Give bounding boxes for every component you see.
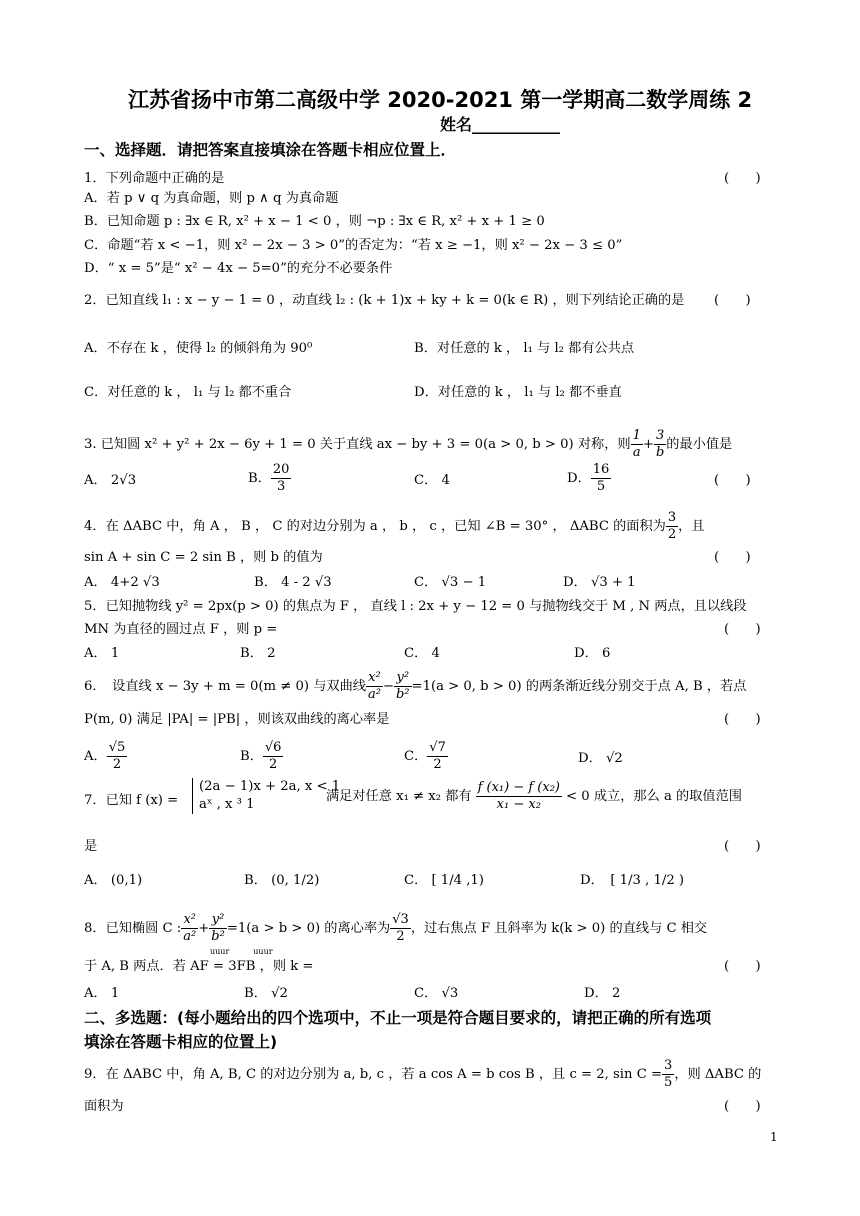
q5-option-d: D． 6 bbox=[574, 646, 611, 661]
q7-condition-row: 满足对任意 x₁ ≠ x₂ 都有 $\frac{\text{f (x₁) − f (x₂)}}{\text{x₁ − x₂}}$ < 0 成立，那么 a 的取值范围 bbox=[326, 780, 742, 812]
q8-ellipse-y-term: $\frac{\text{y²}}{\text{b²}}$ bbox=[211, 912, 225, 944]
name-field-label: 姓名___________ bbox=[440, 115, 561, 134]
q4-option-a: A． 4+2 √3 bbox=[84, 575, 160, 590]
q5-option-c: C． 4 bbox=[404, 646, 440, 661]
q6-answer-bracket: ( ) bbox=[724, 712, 761, 727]
q6-option-b: B． $\frac{√6}{2}$ bbox=[240, 740, 282, 772]
q4-option-b: B． 4 - 2 √3 bbox=[254, 575, 332, 590]
q3-option-b: B． $\frac{20}{3}$ bbox=[248, 462, 290, 494]
q1-option-a: A．若 p ∨ q 为真命题，则 p ∧ q 为真命题 bbox=[84, 191, 339, 206]
q3-stem: 3. 已知圆 x² + y² + 2x − 6y + 1 = 0 关于直线 ax − by + 3 = 0(a > 0, b > 0) 对称，则 bbox=[84, 436, 631, 452]
q3-answer-bracket: ( ) bbox=[714, 473, 751, 488]
q7-case-1: (2a − 1)x + 2a, x < 1 bbox=[199, 779, 341, 794]
q8-line2: 于 A, B 两点．若 AF = 3FB ，则 k = bbox=[84, 959, 314, 974]
q2-option-c: C．对任意的 k ， l₁ 与 l₂ 都不重合 bbox=[84, 385, 292, 400]
q2-option-b: B．对任意的 k ， l₁ 与 l₂ 都有公共点 bbox=[414, 341, 635, 356]
q7-option-c: C． [ 1/4 ,1) bbox=[404, 873, 484, 888]
q9-line2: 面积为 bbox=[84, 1099, 124, 1114]
q4-line2: sin A + sin C = 2 sin B ，则 b 的值为 bbox=[84, 550, 323, 565]
q9-stem-row: 9．在 ΔABC 中，角 A, B, C 的对边分别为 a, b, c ，若 a cos A = b cos B ，且 c = 2, sin C = $\frac{3}{5}$ ，则 ΔABC 的 bbox=[84, 1058, 762, 1090]
page-title: 江苏省扬中市第二高级中学 2020-2021 第一学期高二数学周练 2 bbox=[128, 88, 753, 112]
q4-stem-row: 4．在 ΔABC 中，角 A ， B ， C 的对边分别为 a ， b ， c ，已知 ∠B = 30° ， ΔABC 的面积为 $\frac{3}{2}$ ，且 bbox=[84, 510, 705, 542]
plus-sign: + bbox=[642, 436, 654, 452]
q8-eccentricity-fraction: $\frac{√3}{2}$ bbox=[392, 912, 409, 944]
q2-answer-bracket: ( ) bbox=[714, 293, 751, 308]
q6-stem-pre: 6． 设直线 x − 3y + m = 0(m ≠ 0) 与双曲线 bbox=[84, 678, 366, 694]
q3-stem-row bbox=[84, 428, 732, 461]
q1-answer-bracket: ( ) bbox=[724, 171, 761, 186]
q5-answer-bracket: ( ) bbox=[724, 622, 761, 637]
q4-option-c: C． √3 − 1 bbox=[414, 575, 487, 590]
q7-option-a: A． (0,1) bbox=[84, 873, 143, 888]
q8-stem-row: 8．已知椭圆 C : $\frac{\text{x²}}{\text{a²}}$ + $\frac{\text{y²}}{\text{b²}}$ =1(a > b > 0) 的离心率为 $\frac{√3}{2}$ ，过右焦点 F 且斜率为 k(k > 0) 的直线与 C 相交 bbox=[84, 912, 708, 944]
q7-difference-quotient: $\frac{\text{f (x₁) − f (x₂)}}{\text{x₁ − x₂}}$ bbox=[477, 780, 560, 812]
q5-line1: 5．已知抛物线 y² = 2px(p > 0) 的焦点为 F ， 直线 l : 2x + y − 12 = 0 与抛物线交于 M , N 两点，且以线段 bbox=[84, 599, 747, 614]
q7-option-d: D． [ 1/3 , 1/2 ) bbox=[580, 873, 685, 888]
q7-stem-pre: 7．已知 f (x) = bbox=[84, 793, 179, 808]
q1-option-b: B．已知命题 p : ∃x ∈ R, x² + x − 1 < 0 ，则 ¬p : ∃x ∈ R, x² + x + 1 ≥ 0 bbox=[84, 214, 545, 229]
section-1-heading: 一、选择题．请把答案直接填涂在答题卡相应位置上． bbox=[84, 141, 457, 159]
q8-answer-bracket: ( ) bbox=[724, 959, 761, 974]
q5-option-a: A． 1 bbox=[84, 646, 120, 661]
q7-piecewise-function bbox=[192, 778, 340, 814]
q3-option-c: C． 4 bbox=[414, 473, 450, 488]
q6-line2: P(m, 0) 满足 |PA| = |PB| ，则该双曲线的离心率是 bbox=[84, 712, 390, 727]
q5-line2: MN 为直径的圆过点 F ，则 p = bbox=[84, 622, 278, 637]
section-2-heading-line1: 二、多选题：(每小题给出的四个选项中，不止一项是符合题目要求的，请把正确的所有选项 bbox=[84, 1009, 712, 1027]
q3-option-d: D． $\frac{16}{5}$ bbox=[567, 462, 610, 494]
q8-ellipse-x-term: $\frac{\text{x²}}{\text{a²}}$ bbox=[183, 912, 197, 944]
q2-stem: 2．已知直线 l₁ : x − y − 1 = 0 ，动直线 l₂ : (k + 1)x + ky + k = 0(k ∈ R) ，则下列结论正确的是 bbox=[84, 293, 685, 308]
q4-stem: 4．在 ΔABC 中，角 A ， B ， C 的对边分别为 a ， b ， c ，已知 ∠B = 30° ， ΔABC 的面积为 bbox=[84, 518, 666, 534]
q8-vector-marks: uuur uuur bbox=[210, 947, 273, 956]
q7-case-2: aˣ , x ³ 1 bbox=[199, 797, 255, 812]
q3-fraction-3-over-b: $\frac{3}{b}$ bbox=[655, 428, 665, 460]
q3-option-a: A． 2√3 bbox=[84, 473, 137, 488]
q6-stem-row: 6． 设直线 x − 3y + m = 0(m ≠ 0) 与双曲线 $\frac{\text{x²}}{\text{a²}}$ − $\frac{\text{y²}}{\text{b²}}$ =1(a > 0, b > 0) 的两条渐近线分别交于点 A, B ，若点 bbox=[84, 670, 747, 702]
q6-option-d: D． √2 bbox=[578, 751, 623, 766]
q7-option-b: B． (0, 1/2) bbox=[244, 873, 320, 888]
q9-answer-bracket: ( ) bbox=[724, 1099, 761, 1114]
q3-stem-end: 的最小值是 bbox=[666, 436, 733, 452]
q1-option-d: D．“ x = 5”是“ x² − 4x − 5=0”的充分不必要条件 bbox=[84, 261, 393, 276]
q9-sinC-fraction: $\frac{3}{5}$ bbox=[664, 1058, 673, 1090]
q5-option-b: B． 2 bbox=[240, 646, 276, 661]
q1-option-c: C．命题“若 x < −1，则 x² − 2x − 3 > 0”的否定为：“若 x ≥ −1，则 x² − 2x − 3 ≤ 0” bbox=[84, 238, 623, 253]
q6-hyperbola-x-term: $\frac{\text{x²}}{\text{a²}}$ bbox=[367, 670, 381, 702]
section-2-heading-line2: 填涂在答题卡相应的位置上) bbox=[84, 1033, 278, 1051]
q2-option-a: A．不存在 k ，使得 l₂ 的倾斜角为 90⁰ bbox=[84, 341, 313, 356]
q2-option-d: D．对任意的 k ， l₁ 与 l₂ 都不垂直 bbox=[414, 385, 622, 400]
q8-option-c: C． √3 bbox=[414, 986, 459, 1001]
q6-stem-post: =1(a > 0, b > 0) 的两条渐近线分别交于点 A, B ，若点 bbox=[411, 678, 747, 694]
q1-stem: 1．下列命题中正确的是 bbox=[84, 171, 225, 186]
q8-option-b: B． √2 bbox=[244, 986, 288, 1001]
q8-option-d: D． 2 bbox=[584, 986, 621, 1001]
q7-answer-bracket: ( ) bbox=[724, 839, 761, 854]
q4-option-d: D． √3 + 1 bbox=[563, 575, 636, 590]
q7-line2: 是 bbox=[84, 839, 98, 854]
q4-answer-bracket: ( ) bbox=[714, 550, 751, 565]
q6-option-c: C． $\frac{√7}{2}$ bbox=[404, 740, 446, 772]
q4-area-fraction: $\frac{3}{2}$ bbox=[667, 510, 677, 542]
q6-hyperbola-y-term: $\frac{\text{y²}}{\text{b²}}$ bbox=[395, 670, 410, 702]
q3-fraction-1-over-a: $\frac{1}{a}$ bbox=[632, 428, 641, 460]
page-number: 1 bbox=[770, 1130, 778, 1144]
q6-option-a: A． $\frac{√5}{2}$ bbox=[84, 740, 126, 772]
q8-option-a: A． 1 bbox=[84, 986, 120, 1001]
